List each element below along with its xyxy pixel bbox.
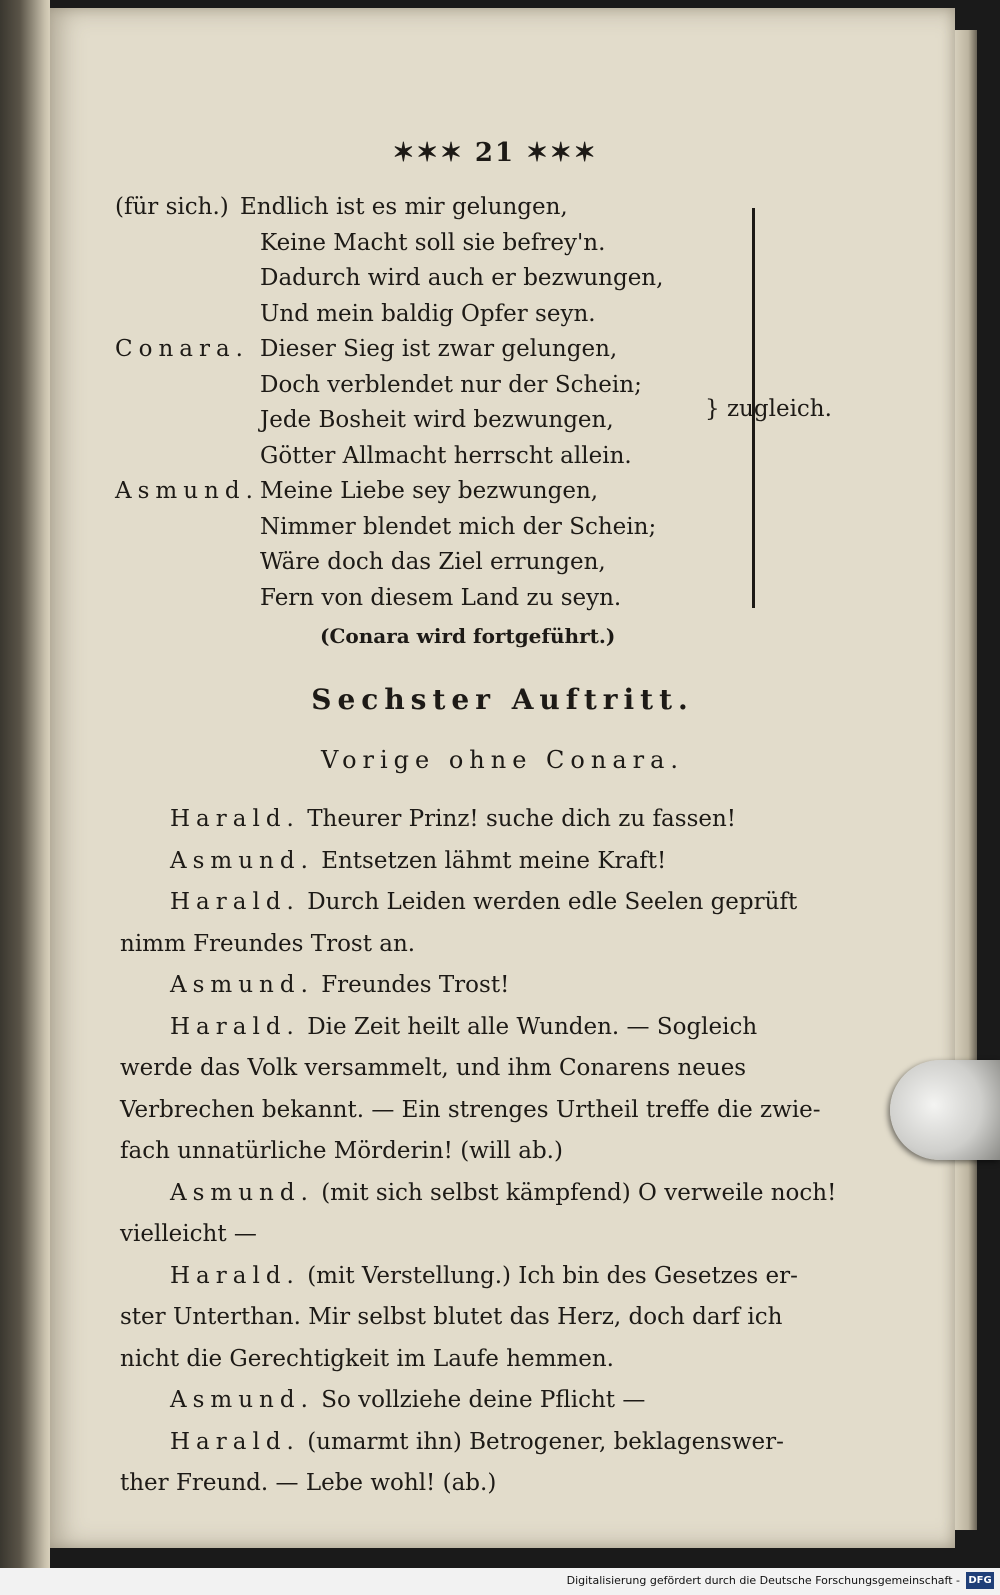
verse-line: Wäre doch das Ziel errungen, — [260, 549, 606, 575]
zugleich-label: } zugleich. — [705, 396, 832, 422]
dialogue-text: Durch Leiden werden edle Seelen geprüft — [307, 889, 798, 915]
dialogue-speaker: Asmund. — [170, 1387, 314, 1413]
verse-line: Götter Allmacht herrscht allein. — [260, 442, 632, 469]
verse-line: Dadurch wird auch er bezwungen, — [260, 265, 664, 291]
dialogue-speaker: Harald. — [170, 1262, 300, 1289]
dialogue-text: (mit sich selbst kämpfend) O verweile noch! — [321, 1179, 837, 1206]
dialogue-text: (umarmt ihn) Betrogener, beklagenswer- — [307, 1428, 784, 1455]
dialogue-line — [120, 1472, 496, 1495]
dialogue-line — [170, 1389, 645, 1412]
verse-line: Und mein baldig Opfer seyn. — [260, 300, 596, 327]
verse-line: Nimmer blendet mich der Schein; — [260, 513, 657, 540]
book-page — [50, 8, 955, 1548]
dialogue-text: ster Unterthan. Mir selbst blutet das Herz, doch darf ich — [120, 1304, 783, 1330]
verse-line: Jede Bosheit wird bezwungen, — [260, 407, 614, 433]
dialogue-text: So vollziehe deine Pflicht — — [321, 1387, 646, 1413]
dialogue-text: fach unnatürliche Mörderin! (will ab.) — [120, 1138, 563, 1164]
dialogue-line — [120, 1306, 782, 1329]
dialogue-text: ther Freund. — Lebe wohl! (ab.) — [120, 1470, 497, 1496]
dialogue-text: Freundes Trost! — [321, 972, 510, 998]
dialogue-text: Verbrechen bekannt. — Ein strenges Urtheil treffe die zwie- — [120, 1096, 821, 1123]
dialogue-line — [170, 1013, 758, 1040]
dialogue-line — [120, 930, 416, 957]
dialogue-text: nicht die Gerechtigkeit im Laufe hemmen. — [120, 1345, 614, 1372]
footer-bar — [0, 1568, 1000, 1595]
dialogue-line — [120, 1140, 563, 1163]
dialogue-line — [170, 1179, 837, 1206]
dialogue-speaker: Harald. — [170, 1013, 300, 1040]
dialogue-text: vielleicht — — [120, 1221, 257, 1247]
dialogue-line — [120, 1096, 821, 1123]
dialogue-text: Theurer Prinz! suche dich zu fassen! — [307, 806, 737, 832]
page-number-header: ✶✶✶ 21 ✶✶✶ — [392, 138, 598, 168]
verse-line: Dieser Sieg ist zwar gelungen, — [260, 336, 618, 362]
dialogue-line — [170, 808, 736, 831]
verse-speaker: (für sich.) — [115, 194, 229, 220]
verse-line: Endlich ist es mir gelungen, — [240, 194, 568, 220]
dialogue-text: nimm Freundes Trost an. — [120, 930, 416, 957]
dialogue-speaker: Asmund. — [170, 847, 314, 874]
dialogue-line — [120, 1345, 614, 1372]
dialogue-speaker: Harald. — [170, 806, 300, 832]
verse-speaker: Conara. — [115, 336, 249, 362]
verse-line: Meine Liebe sey bezwungen, — [260, 478, 599, 504]
dialogue-line — [170, 974, 509, 997]
verse-line: Doch verblendet nur der Schein; — [260, 371, 642, 398]
verse-speaker: Asmund. — [115, 478, 259, 504]
dialogue-text: Die Zeit heilt alle Wunden. — Sogleich — [307, 1013, 758, 1040]
left-page-edge — [0, 0, 50, 1595]
footer-credit: Digitalisierung gefördert durch die Deutsche Forschungsgemeinschaft - — [566, 1574, 960, 1587]
dialogue-line — [170, 847, 667, 874]
scene-cast: Vorige ohne Conara. — [320, 746, 685, 774]
scanner-clip — [890, 1060, 1000, 1160]
dialogue-speaker: Asmund. — [170, 1179, 314, 1206]
verse-line: Fern von diesem Land zu seyn. — [260, 584, 622, 611]
stage-direction: (Conara wird fortgeführt.) — [320, 624, 616, 648]
scene-title: Sechster Auftritt. — [311, 683, 694, 716]
dialogue-line — [120, 1223, 257, 1246]
dialogue-speaker: Harald. — [170, 1428, 300, 1455]
dialogue-speaker: Harald. — [170, 889, 300, 915]
dialogue-text: werde das Volk versammelt, und ihm Conarens neues — [120, 1055, 747, 1081]
dialogue-speaker: Asmund. — [170, 972, 314, 998]
dialogue-line — [170, 1428, 784, 1455]
dialogue-line — [170, 1262, 798, 1289]
dfg-logo: DFG — [966, 1572, 994, 1589]
dialogue-line — [120, 1057, 746, 1080]
dialogue-text: Entsetzen lähmt meine Kraft! — [321, 847, 667, 874]
page-right-edge — [955, 30, 977, 1530]
verse-line: Keine Macht soll sie befrey'n. — [260, 229, 606, 256]
dialogue-line — [170, 891, 797, 914]
dialogue-text: (mit Verstellung.) Ich bin des Gesetzes er- — [307, 1262, 798, 1289]
